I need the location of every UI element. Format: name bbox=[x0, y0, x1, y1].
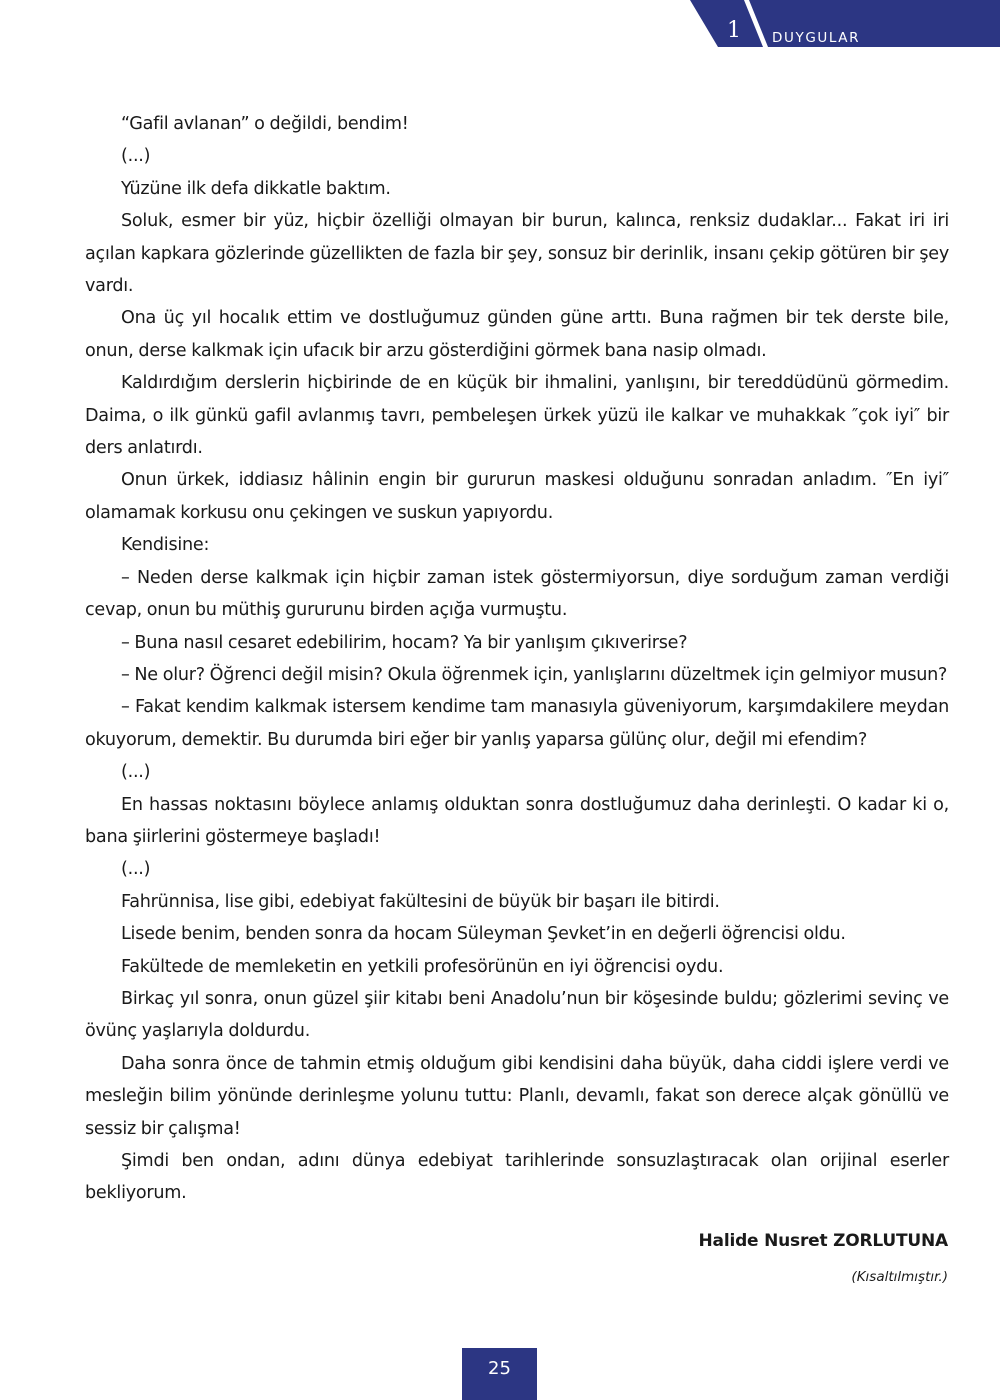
chapter-header bbox=[0, 0, 1000, 48]
paragraph: Onun ürkek, iddiasız hâlinin engin bir gururun maskesi olduğunu sonradan anladım. ″En iyi″ olamamak korkusu onu çekingen ve suskun yapıyordu. bbox=[85, 470, 949, 523]
author-name: Halide Nusret ZORLUTUNA bbox=[698, 1231, 948, 1251]
paragraph: Soluk, esmer bir yüz, hiçbir özelliği olmayan bir burun, kalınca, renksiz dudaklar... Fakat iri iri açılan kapkara gözlerinde güzellikten de fazla bir şey, sonsuz bir derinlik, insanı çekip götüren bir şey vardı. bbox=[85, 211, 949, 297]
paragraph: Şimdi ben ondan, adını dünya edebiyat tarihlerinde sonsuzlaştıracak olan orijinal eserler bekliyorum. bbox=[85, 1151, 949, 1204]
paragraph: Kendisine: bbox=[121, 535, 210, 556]
paragraph: Fahrünnisa, lise gibi, edebiyat fakültesini de büyük bir başarı ile bitirdi. bbox=[121, 891, 720, 912]
paragraph: En hassas noktasını böylece anlamış olduktan sonra dostluğumuz daha derinleşti. O kadar ki o, bana şiirlerini göstermeye başladı! bbox=[85, 794, 949, 847]
chapter-title: DUYGULAR bbox=[772, 30, 861, 46]
paragraph: Fakültede de memleketin en yetkili profesörünün en iyi öğrencisi oydu. bbox=[121, 956, 724, 977]
paragraph: – Fakat kendim kalkmak istersem kendime tam manasıyla güveniyorum, karşımdakilere meydan okuyorum, demektir. Bu durumda biri eğer bir yanlış yaparsa gülünç olur, değil mi efendim? bbox=[85, 697, 949, 750]
abridged-note: (Kısaltılmıştır.) bbox=[851, 1269, 948, 1285]
paragraph: – Ne olur? Öğrenci değil misin? Okula öğrenmek için, yanlışlarını düzeltmek için gelmiyor musun? bbox=[121, 664, 948, 685]
story-text bbox=[85, 108, 949, 1210]
paragraph: Lisede benim, benden sonra da hocam Süleyman Şevket’in en değerli öğrencisi oldu. bbox=[121, 924, 846, 945]
paragraph: “Gafil avlanan” o değildi, bendim! bbox=[121, 114, 409, 134]
page-number-box bbox=[462, 1348, 537, 1400]
paragraph: Ona üç yıl hocalık ettim ve dostluğumuz günden güne arttı. Buna rağmen bir tek derste bile, onun, derse kalkmak için ufacık bir arzu gösterdiğini görmek bana nasip olmadı. bbox=[85, 308, 949, 361]
paragraph: Birkaç yıl sonra, onun güzel şiir kitabı beni Anadolu’nun bir köşesinde buldu; gözlerimi sevinç ve övünç yaşlarıyla doldurdu. bbox=[85, 988, 949, 1042]
paragraph: Kaldırdığım derslerin hiçbirinde de en küçük bir ihmalini, yanlışını, bir tereddüdünü görmedim. Daima, o ilk günkü gafil avlanmış tavrı, pembeleşen ürkek yüzü ile kalkar ve muhakkak ″çok iyi″ bir ders anlatırdı. bbox=[85, 373, 949, 459]
paragraph: – Neden derse kalkmak için hiçbir zaman istek göstermiyorsun, diye sorduğum zaman verdiği cevap, onun bu müthiş gururunu birden açığa vurmuştu. bbox=[85, 567, 949, 621]
chapter-number: 1 bbox=[727, 18, 741, 43]
paragraph: (...) bbox=[121, 146, 151, 167]
paragraph: Yüzüne ilk defa dikkatle baktım. bbox=[121, 178, 391, 199]
paragraph: (...) bbox=[121, 762, 151, 783]
paragraph: Daha sonra önce de tahmin etmiş olduğum gibi kendisini daha büyük, daha ciddi işlere verdi ve mesleğin bilim yönünde derinleşme yolunu tuttu: Planlı, devamlı, fakat son derece alçak gönüllü ve sessiz bir çalışma! bbox=[85, 1053, 949, 1139]
page-number: 25 bbox=[488, 1358, 511, 1379]
paragraph: (...) bbox=[121, 859, 151, 880]
paragraph: – Buna nasıl cesaret edebilirim, hocam? Ya bir yanlışım çıkıverirse? bbox=[121, 632, 688, 653]
